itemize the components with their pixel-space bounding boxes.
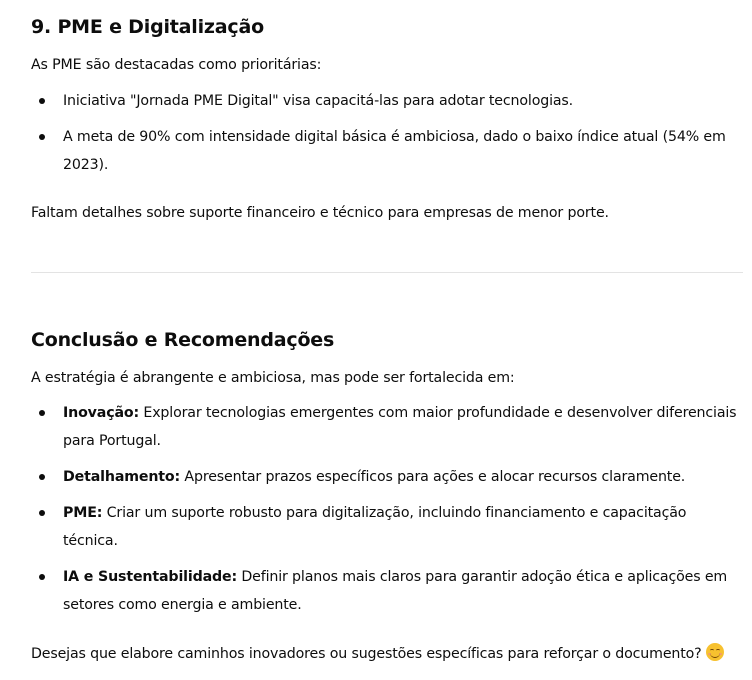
bullet-dot xyxy=(39,134,45,140)
closing-question-text: Desejas que elabore caminhos inovadores ou sugestões específicas para reforçar o documento? xyxy=(31,646,702,662)
pme-closing: Faltam detalhes sobre suporte financeiro e técnico para empresas de menor porte. xyxy=(31,205,609,221)
list-item-text: Apresentar prazos específicos para ações e alocar recursos claramente. xyxy=(180,469,686,485)
list-item xyxy=(31,563,743,619)
list-item-label: PME: xyxy=(63,505,103,521)
closing-question xyxy=(31,640,743,668)
list-item xyxy=(31,87,743,115)
bullet-dot xyxy=(39,474,45,480)
section-heading-conclusion: Conclusão e Recomendações xyxy=(31,329,335,351)
conclusion-intro: A estratégia é abrangente e ambiciosa, mas pode ser fortalecida em: xyxy=(31,370,515,386)
list-item-label: Detalhamento: xyxy=(63,469,181,485)
pme-intro: As PME são destacadas como prioritárias: xyxy=(31,57,322,73)
bullet-dot xyxy=(39,574,45,580)
list-item xyxy=(31,463,743,491)
divider xyxy=(31,272,743,273)
pme-bullet-list xyxy=(31,87,743,179)
section-heading-pme: 9. PME e Digitalização xyxy=(31,16,264,38)
recommendations-list xyxy=(31,399,743,619)
smiling-face-icon xyxy=(706,643,724,661)
list-item-text: Criar um suporte robusto para digitalização, incluindo financiamento e capacitação técnica. xyxy=(63,505,687,549)
list-item-text: Definir planos mais claros para garantir adoção ética e aplicações em setores como energia e ambiente. xyxy=(63,569,728,613)
list-item-text: Iniciativa "Jornada PME Digital" visa capacitá-las para adotar tecnologias. xyxy=(63,93,574,109)
list-item xyxy=(31,399,743,455)
list-item-label: Inovação: xyxy=(63,405,140,421)
list-item-label: IA e Sustentabilidade: xyxy=(63,569,238,585)
bullet-dot xyxy=(39,98,45,104)
list-item xyxy=(31,123,743,179)
bullet-dot xyxy=(39,410,45,416)
list-item-text: A meta de 90% com intensidade digital básica é ambiciosa, dado o baixo índice atual (54% em 2023). xyxy=(63,129,726,173)
list-item xyxy=(31,499,743,555)
list-item-text: Explorar tecnologias emergentes com maior profundidade e desenvolver diferenciais para Portugal. xyxy=(63,405,737,449)
bullet-dot xyxy=(39,510,45,516)
